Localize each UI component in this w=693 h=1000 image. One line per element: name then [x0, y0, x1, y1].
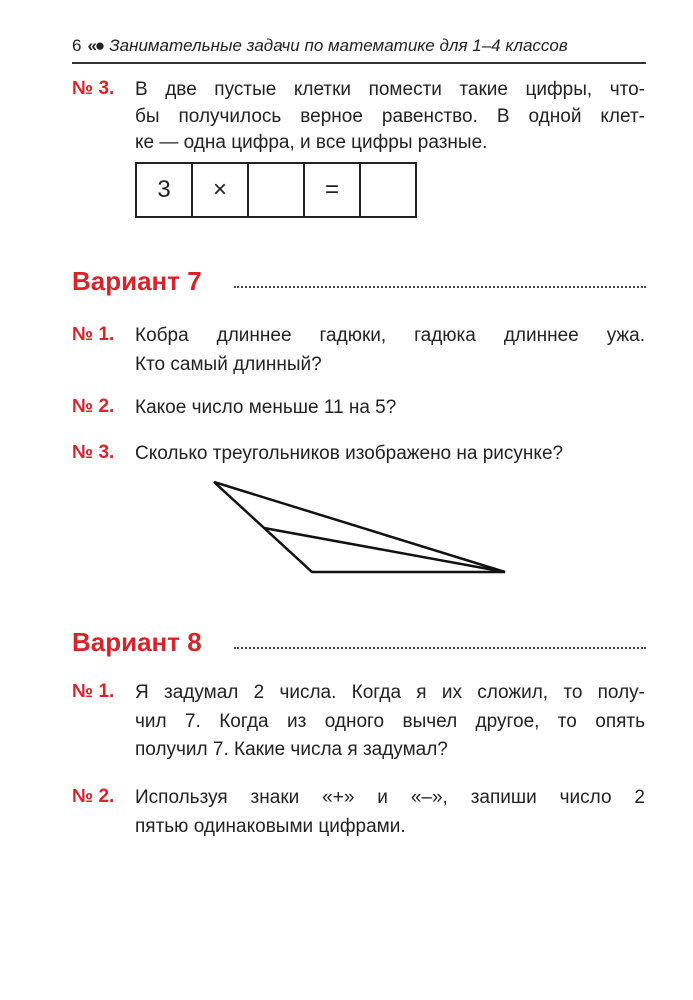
problem-text-line: пятью одинаковыми цифрами.: [135, 816, 406, 837]
variant-heading: Вариант 7: [72, 266, 202, 296]
page-number: 6: [72, 36, 82, 55]
equation-cell: ×: [193, 164, 249, 216]
problem-text-line: Какое число меньше 11 на 5?: [135, 397, 397, 418]
problem-number: № 2.: [72, 396, 115, 417]
problem-text-line: Кто самый длинный?: [135, 354, 322, 375]
dotted-leader: [234, 647, 646, 649]
problem-number: № 1.: [72, 324, 115, 345]
problem-number: № 3.: [72, 78, 115, 99]
header-marker: «●: [87, 36, 104, 55]
problem-text-line: Сколько треугольников изображено на рисунке?: [135, 443, 564, 464]
problem-text-line: В две пустые клетки помести такие цифры, что-: [135, 79, 645, 100]
variant-heading: Вариант 8: [72, 627, 202, 657]
equation-cell: 3: [137, 164, 193, 216]
problem-text-line: чил 7. Когда из одного вычел другое, то опять: [135, 711, 645, 732]
problem-text-line: получил 7. Какие числа я задумал?: [135, 739, 448, 760]
problem-text-line: ке — одна цифра, и все цифры разные.: [135, 132, 488, 153]
problem-number: № 3.: [72, 442, 115, 463]
triangle-outline: [214, 482, 505, 572]
problem-number: № 2.: [72, 786, 115, 807]
problem-number: № 1.: [72, 681, 115, 702]
problem-text-line: Я задумал 2 числа. Когда я их сложил, то полу-: [135, 682, 645, 703]
problem-text-line: Используя знаки «+» и «–», запиши число 2: [135, 787, 645, 808]
problem-text-line: бы получилось верное равенство. В одной клет-: [135, 106, 645, 127]
book-title: Занимательные задачи по математике для 1–4 классов: [109, 36, 568, 55]
equation-cell: =: [305, 164, 361, 216]
problem-text-line: Кобра длиннее гадюки, гадюка длиннее ужа.: [135, 325, 645, 346]
